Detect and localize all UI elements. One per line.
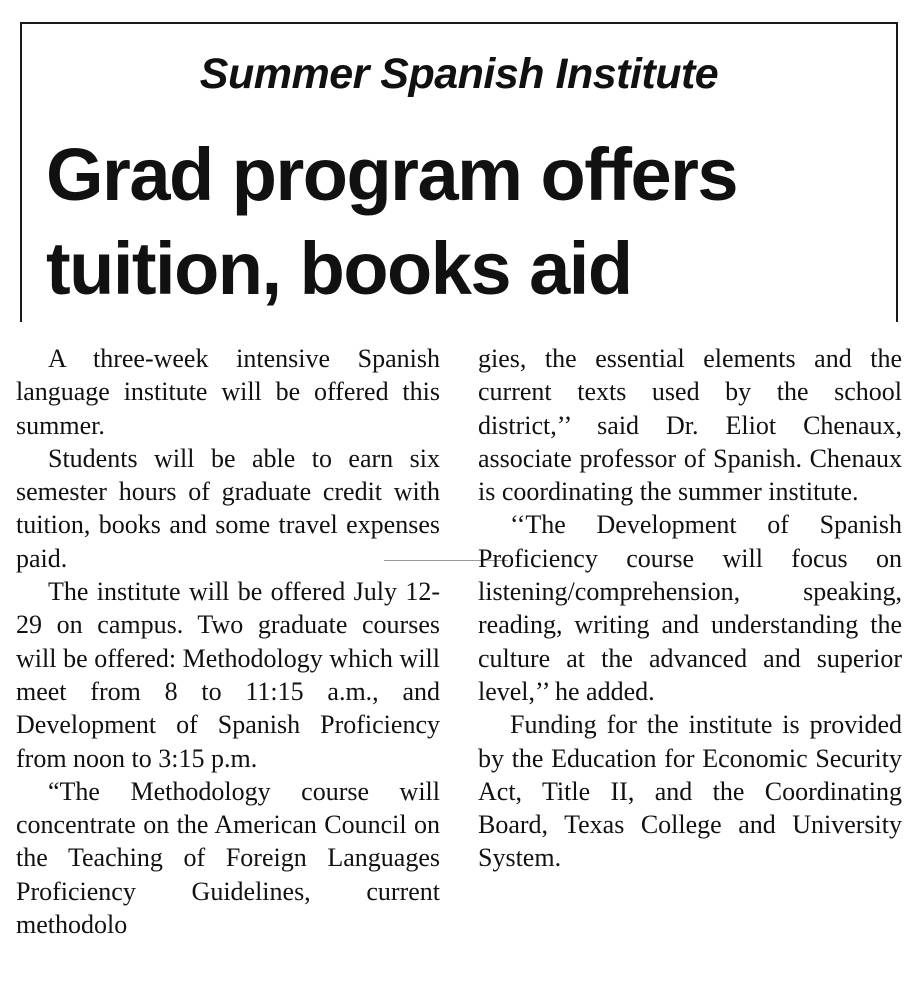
paragraph: A three-week intensive Spanish language institute will be offered this summer. [16, 344, 440, 440]
paragraph: ‘‘The Development of Spanish Proficiency course will focus on listening/comprehension, speaking, reading, writing and understanding the culture at the advanced and superior level,’’ he added. [478, 510, 902, 706]
kicker-heading: Summer Spanish Institute [199, 50, 719, 98]
article-column-right [478, 342, 902, 875]
headline [46, 128, 896, 316]
article-column-left [16, 342, 440, 941]
paragraph: gies, the essential elements and the current texts used by the school district,’’ said Dr. Eliot Chenaux, associate professor of Spanish. Chenaux is coordinating the summer institute. [478, 344, 902, 507]
headline-line-1: Grad program offers [46, 133, 738, 216]
paragraph: Funding for the institute is provided by the Education for Economic Security Act, Title II, and the Coordinating Board, Texas College and University System. [478, 710, 902, 873]
headline-line-2: tuition, books aid [46, 227, 632, 310]
headline-box [20, 22, 898, 322]
paragraph: The institute will be offered July 12-29 on campus. Two graduate courses will be offered: Methodology which will meet from 8 to 11:15 a.m., and Development of Spanish Proficiency from noon to 3:15 p.m. [16, 577, 440, 773]
paragraph: Students will be able to earn six semester hours of graduate credit with tuition, books and some travel expenses paid. [16, 443, 440, 573]
paragraph: “The Methodology course will concentrate on the American Council on the Teaching of Foreign Languages Proficiency Guidelines, current methodolo [16, 776, 440, 940]
